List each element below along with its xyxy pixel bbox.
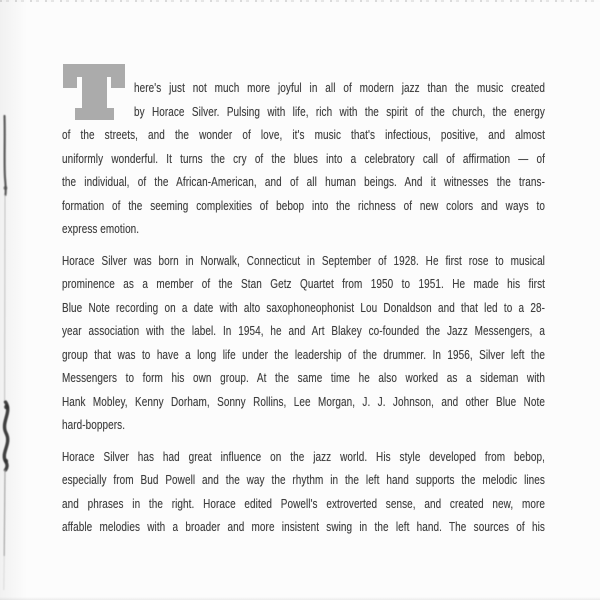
text-line: Horace Silver was born in Norwalk, Connecticut in September of 1928. He first rose to musical [62,252,545,268]
text-line: here's just not much more joyful in all of modern jazz than the music created [134,80,545,95]
text-line: Horace Silver has had great influence on the jazz world. His style developed from bebop, [62,448,545,464]
scan-artifact-left-edge [0,0,30,600]
text-line: year association with the label. In 1954, he and Art Blakey co-founded the Jazz Messengers, a [62,323,545,338]
text-line: Hank Mobley, Kenny Dorham, Sonny Rollins, Lee Morgan, J. J. Johnson, and other Blue Note [62,393,545,409]
text-line: group that was to have a long life under the leadership of the drummer. In 1956, Silver left the [62,346,545,362]
text-line: prominence as a member of the Stan Getz Quartet from 1950 to 1951. He made his first [62,276,545,291]
text-line: Messengers to form his own group. At the same time he also worked as a sideman with [62,370,545,385]
text-line: formation of the seeming complexities of bebop into the richness of new colors and ways to [62,197,545,213]
paragraph [62,76,545,241]
text-line: by Horace Silver. Pulsing with life, rich with the spirit of the church, the energy [134,103,545,119]
text-line: of the streets, and the wonder of love, it's music that's infectious, positive, and almost [62,127,545,142]
text-line: especially from Bud Powell and the way the rhythm in the left hand supports the melodic lines [62,472,545,487]
paragraph [62,249,545,437]
text-line: and phrases in the right. Horace edited Powell's extroverted sense, and created new, more [62,495,545,511]
text-line: hard-boppers. [62,417,126,432]
text-line: express emotion. [62,221,140,236]
text-line: affable melodies with a broader and more insistent swing in the left hand. The sources of his [62,519,545,534]
paragraph [62,445,545,539]
text-line: the individual, of the African-American, and of all human beings. And it witnesses the trans- [62,174,545,189]
text-line: uniformly wonderful. It turns the cry of the blues into a celebratory call of affirmation — of [62,150,545,166]
scan-noise-top-edge [0,0,600,2]
text-line: Blue Note recording on a date with alto saxophoneophonist Lou Donaldson and that led to a 28- [62,299,545,315]
text-block [62,76,545,547]
